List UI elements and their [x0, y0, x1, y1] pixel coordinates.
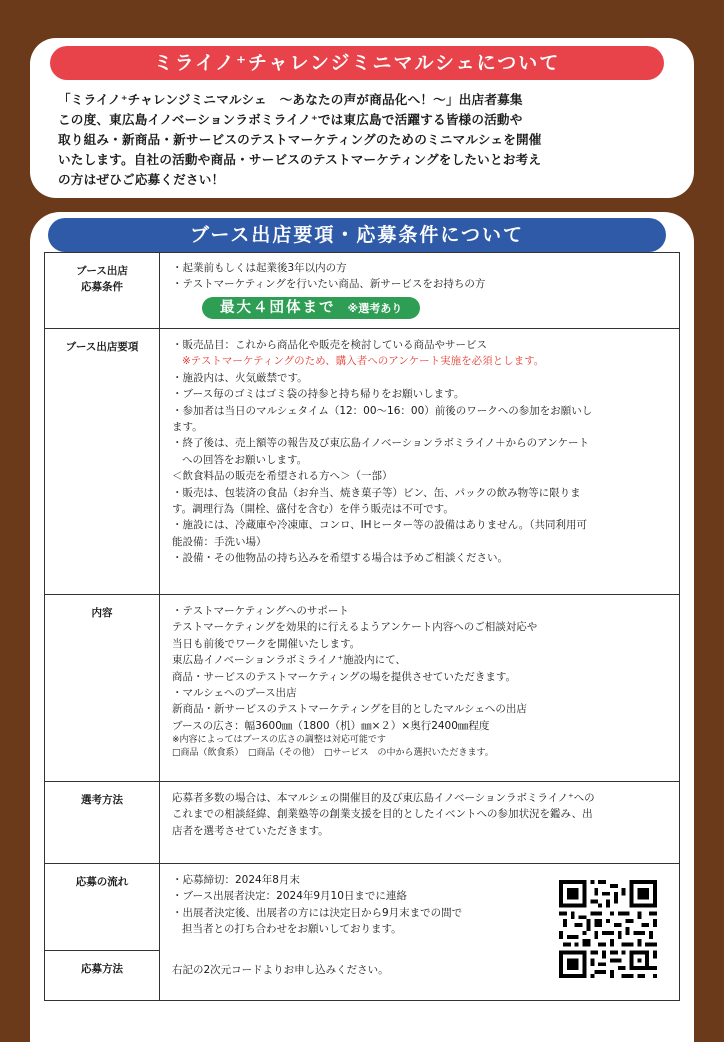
rule-line: ・設備・その他物品の持ち込みを希望する場合は予めご相談ください。	[172, 552, 508, 565]
rule-line: ・施設には、冷蔵庫や冷凍庫、コンロ、IHヒーター等の設備はありません。（共同利用可	[172, 519, 588, 532]
row-label: ブース出店要項	[65, 341, 139, 353]
content-line: 東広島イノベーションラボミライノ⁺施設内にて、	[172, 654, 406, 667]
section-title-marche: ミライノ⁺チャレンジミニマルシェについて	[50, 46, 664, 80]
selection-line: これまでの相談経緯、創業塾等の創業支援を目的としたイベントへの参加状況を鑑み、出	[172, 808, 593, 821]
max-groups-badge	[202, 297, 420, 319]
intro-line: この度、東広島イノベーションラボミライノ⁺では東広島で活躍する皆様の活動や	[58, 112, 523, 127]
content-line: 新商品・新サービスのテストマーケティングを目的としたマルシェへの出店	[172, 703, 527, 716]
table-row	[45, 253, 680, 329]
content-line: テストマーケティングを効果的に行えるようアンケート内容へのご相談対応や	[172, 621, 538, 634]
rule-line: 能設備：手洗い場）	[172, 535, 267, 548]
condition-line: ・テストマーケティングを行いたい商品、新サービスをお持ちの方	[172, 278, 486, 291]
category-options: □商品（飲食系） □商品（その他） □サービス の中から選択いただきます。	[172, 748, 494, 759]
qr-code-icon[interactable]	[559, 880, 657, 978]
apply-instruction: 右記の2次元コードよりお申し込みください。	[172, 963, 389, 976]
rule-line: ・施設内は、火気厳禁です。	[172, 371, 308, 384]
row-label: ブース出店	[76, 265, 128, 277]
selection-line: 応募者多数の場合は、本マルシェの開催目的及び東広島イノベーションラボミライノ⁺への	[172, 792, 595, 804]
row-label: 応募方法	[81, 963, 123, 975]
table-row	[45, 782, 680, 864]
rule-line: ・ブース毎のゴミはゴミ袋の持参と持ち帰りをお願いします。	[172, 388, 465, 401]
booth-size-note: ※内容によってはブースの広さの調整は対応可能です	[172, 735, 386, 746]
row-label: 内容	[91, 607, 113, 619]
content-line: ・テストマーケティングへのサポート	[172, 605, 349, 617]
intro-line: いたします。自社の活動や商品・サービスのテストマーケティングをしたいとお考え	[58, 152, 542, 167]
intro-text	[58, 90, 670, 190]
flow-line: 担当者との打ち合わせをお願いしております。	[182, 923, 402, 936]
rule-line: す。調理行為（開栓、盛付を含む）を伴う販売は不可です。	[172, 503, 454, 516]
rule-line: への回答をお願いします。	[182, 453, 308, 466]
content-line: 商品・サービスのテストマーケティングの場を提供させていただきます。	[172, 670, 516, 683]
row-label: 応募の流れ	[75, 876, 129, 888]
intro-line: 取り組み・新商品・新サービスのテストマーケティングのためのミニマルシェを開催	[58, 132, 542, 147]
intro-card	[30, 38, 694, 198]
badge-note: ※選考あり	[347, 301, 403, 315]
flow-line: ・応募締切：2024年8月末	[172, 874, 300, 886]
table-row	[45, 329, 680, 595]
content-line: 当日も前後でワークを開催いたします。	[172, 637, 361, 650]
rule-line: ・終了後は、売上額等の報告及び東広島イノベーションラボミライノ＋からのアンケート	[172, 437, 589, 450]
requirements-table	[44, 252, 680, 1001]
food-heading: ＜飲食料品の販売を希望される方へ＞（一部）	[172, 470, 393, 483]
table-row	[45, 864, 680, 951]
flow-line: ・ブース出展者決定：2024年9月10日までに連絡	[172, 890, 407, 903]
content-line: ・マルシェへのブース出店	[172, 687, 297, 700]
flow-line: ・出展者決定後、出展者の方には決定日から9月末までの間で	[172, 906, 463, 919]
booth-size: ブースの広さ：幅3600㎜（1800（机）㎜×２）×奥行2400㎜程度	[172, 719, 490, 732]
badge-main: 最大４団体まで	[220, 299, 336, 316]
row-label: 選考方法	[81, 794, 123, 806]
section-title-booth: ブース出店要項・応募条件について	[48, 218, 666, 252]
requirements-card	[30, 212, 694, 1042]
rule-line: ・販売品目：これから商品化や販売を検討している商品やサービス	[172, 339, 487, 351]
condition-line: ・起業前もしくは起業後3年以内の方	[172, 262, 347, 274]
selection-line: 店者を選考させていただきます。	[172, 824, 329, 837]
survey-warning: ※テストマーケティングのため、購入者へのアンケート実施を必須とします。	[182, 355, 545, 368]
table-row	[45, 595, 680, 782]
rule-line: ・参加者は当日のマルシェタイム（12：00〜16：00）前後のワークへの参加をお願いし	[172, 404, 593, 417]
rule-line: ます。	[172, 421, 203, 434]
row-label: 応募条件	[81, 281, 123, 293]
rule-line: ・販売は、包装済の食品（お弁当、焼き菓子等）ビン、缶、パックの飲み物等に限りま	[172, 486, 581, 499]
intro-line: 「ミライノ⁺チャレンジミニマルシェ 〜あなたの声が商品化へ！〜」出店者募集	[58, 92, 523, 107]
intro-line: の方はぜひご応募ください！	[58, 172, 225, 187]
